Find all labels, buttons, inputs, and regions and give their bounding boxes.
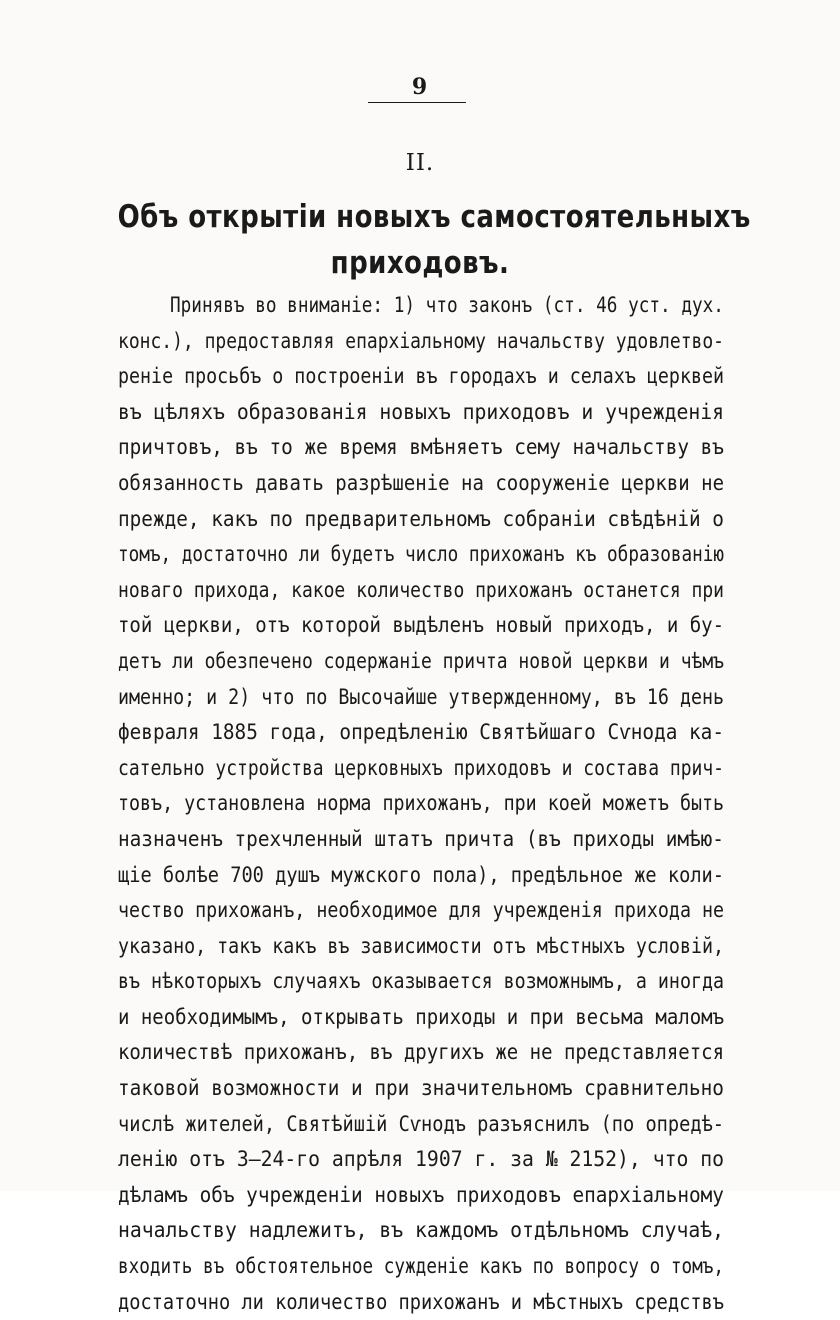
body-line: количествѣ прихожанъ, въ другихъ же не представляется — [118, 1040, 725, 1065]
body-line: сательно устройства церковныхъ приходовъ и состава прич- — [118, 755, 724, 780]
body-line: именно; и 2) что по Высочайше утвержденному, въ 16 день — [118, 684, 725, 709]
body-line: и необходимымъ, открывать приходы и при весьма маломъ — [118, 1004, 725, 1029]
body-line: таковой возможности и при значительномъ сравнительно — [118, 1076, 724, 1101]
body-paragraph — [118, 288, 724, 1320]
body-line: въ цѣляхъ образованія новыхъ приходовъ и учрежденія — [118, 399, 724, 424]
body-line: щіе болѣе 700 душъ мужского пола), предѣльное же коли- — [118, 862, 724, 887]
body-line: указано, такъ какъ въ зависимости отъ мѣстныхъ условій, — [118, 933, 725, 958]
body-line: обязанность давать разрѣшеніе на сооруженіе церкви не — [118, 470, 725, 495]
body-line: реніе просьбъ о построеніи въ городахъ и селахъ церквей — [118, 364, 725, 389]
body-line: конс.), предоставляя епархіальному начальству удовлетво- — [118, 328, 724, 353]
body-line: причтовъ, въ то же время вмѣняетъ сему начальству въ — [118, 435, 724, 460]
body-line: новаго прихода, какое количество прихожанъ останется при — [118, 577, 724, 602]
body-line: дѣламъ объ учрежденіи новыхъ приходовъ епархіальному — [118, 1182, 724, 1207]
body-line: томъ, достаточно ли будетъ число прихожанъ къ образованію — [118, 542, 724, 567]
body-line: Принявъ во вниманіе: 1) что законъ (ст. 46 уст. дух. — [170, 293, 724, 317]
body-line: прежде, какъ по предварительномъ собраніи свѣдѣній о — [118, 506, 724, 531]
body-line: въ нѣкоторыхъ случаяхъ оказывается возможнымъ, а иногда — [118, 969, 725, 994]
body-line: начальству надлежитъ, въ каждомъ отдѣльномъ случаѣ, — [118, 1218, 724, 1243]
heading-line-1: Объ открытіи новыхъ самостоятельныхъ — [117, 199, 751, 235]
body-line: достаточно ли количество прихожанъ и мѣстныхъ средствъ — [118, 1289, 724, 1314]
body-line: назначенъ трехчленный штатъ причта (въ приходы имѣю- — [118, 826, 724, 851]
page-number-rule — [368, 102, 466, 103]
section-heading — [117, 194, 751, 286]
body-line: чество прихожанъ, необходимое для учрежденія прихода не — [118, 898, 725, 923]
body-line: детъ ли обезпечено содержаніе причта новой церкви и чѣмъ — [118, 648, 724, 673]
body-line: товъ, установлена норма прихожанъ, при коей можетъ быть — [118, 791, 725, 816]
body-line: входить въ обстоятельное сужденіе какъ по вопросу о томъ, — [118, 1254, 724, 1279]
section-numeral: II. — [405, 150, 435, 176]
body-line: числѣ жителей, Святѣйшій Сѵнодъ разъяснилъ (по опредѣ- — [118, 1111, 725, 1136]
body-line: той церкви, отъ которой выдѣленъ новый приходъ, и бу- — [118, 613, 725, 638]
body-line: ленію отъ 3—24-го апрѣля 1907 г. за № 2152), что по — [118, 1147, 724, 1172]
page-number: 9 — [411, 74, 429, 100]
heading-line-2: приходовъ. — [330, 245, 510, 281]
body-line: февраля 1885 года, опредѣленію Святѣйшаго Сѵнода ка- — [118, 720, 724, 745]
